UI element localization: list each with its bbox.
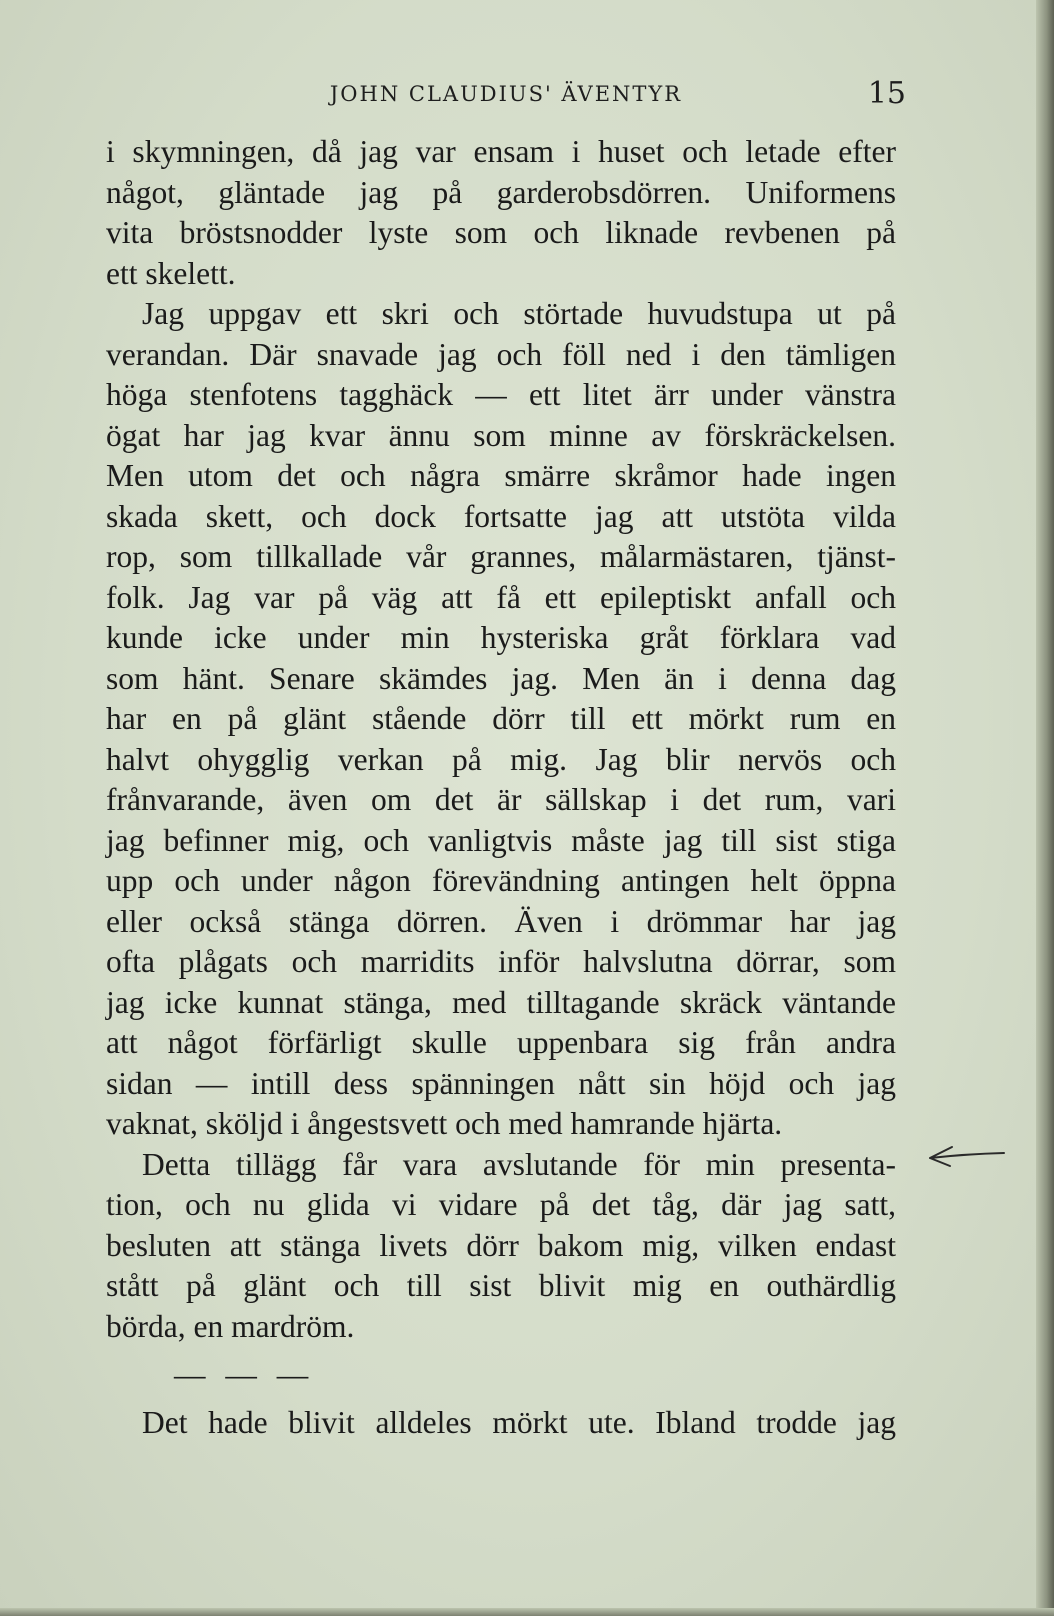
- text-line: vaknat, sköljd i ångestsvett och med hamrande hjärta.: [106, 1106, 783, 1141]
- running-title: JOHN CLAUDIUS' ÄVENTYR: [329, 82, 683, 106]
- text-line: Detta tillägg får vara avslutande för min presenta-: [142, 1146, 896, 1182]
- text-line: folk. Jag var på väg att få ett epileptiskt anfall och: [106, 579, 896, 615]
- text-line: tion, och nu glida vi vidare på det tåg, där jag satt,: [106, 1187, 896, 1222]
- text-line: besluten att stänga livets dörr bakom mig, vilken endast: [106, 1227, 896, 1263]
- text-line: skada skett, och dock fortsatte jag att utstöta vilda: [106, 498, 896, 534]
- text-line: höga stenfotens tagghäck — ett litet ärr under vänstra: [106, 377, 896, 412]
- text-line: börda, en mardröm.: [106, 1308, 355, 1344]
- page-edge-bottom: [0, 1608, 1054, 1616]
- running-head: [106, 72, 906, 112]
- text-line: i skymningen, då jag var ensam i huset och letade efter: [106, 134, 896, 169]
- text-line: halvt ohygglig verkan på mig. Jag blir nervös och: [106, 741, 896, 777]
- text-line: Men utom det och några smärre skråmor hade ingen: [106, 458, 896, 493]
- text-line: vita bröstsnodder lyste som och liknade revbenen på: [106, 215, 896, 250]
- body-text: [106, 132, 896, 1444]
- text-line: upp och under någon förevändning antingen helt öppna: [106, 863, 896, 898]
- text-line: ögat har jag kvar ännu som minne av förskräckelsen.: [106, 417, 896, 453]
- text-line: stått på glänt och till sist blivit mig en outhärdlig: [106, 1268, 896, 1303]
- hand-drawn-arrow-icon: [926, 1142, 1008, 1170]
- page-number: 15: [867, 76, 906, 111]
- text-line: sidan — intill dess spänningen nått sin höjd och jag: [106, 1065, 896, 1101]
- text-line: har en på glänt stående dörr till ett mörkt rum en: [106, 701, 896, 736]
- text-line: Det hade blivit alldeles mörkt ute. Ibland trodde jag: [142, 1405, 896, 1440]
- text-line: eller också stänga dörren. Även i drömmar har jag: [106, 903, 896, 939]
- text-line: kunde icke under min hysteriska gråt förklara vad: [106, 620, 896, 655]
- text-line: rop, som tillkallade vår grannes, målarmästaren, tjänst-: [106, 539, 896, 574]
- text-line: jag befinner mig, och vanligtvis måste jag till sist stiga: [106, 822, 896, 858]
- text-line: verandan. Där snavade jag och föll ned i den tämligen: [106, 336, 896, 372]
- text-line: frånvarande, även om det är sällskap i det rum, vari: [106, 782, 896, 817]
- page-edge-shadow: [1036, 0, 1054, 1616]
- text-line: jag icke kunnat stänga, med tilltagande skräck väntande: [106, 984, 896, 1020]
- text-line: Jag uppgav ett skri och störtade huvudstupa ut på: [142, 296, 896, 331]
- text-line: ett skelett.: [106, 255, 236, 291]
- text-line: att något förfärligt skulle uppenbara sig från andra: [106, 1025, 896, 1060]
- text-line: något, gläntade jag på garderobsdörren. Uniformens: [106, 174, 896, 210]
- section-break: — — —: [174, 1357, 315, 1392]
- text-line: ofta plågats och marridits inför halvslutna dörrar, som: [106, 944, 896, 979]
- text-line: som hänt. Senare skämdes jag. Men än i denna dag: [106, 660, 896, 696]
